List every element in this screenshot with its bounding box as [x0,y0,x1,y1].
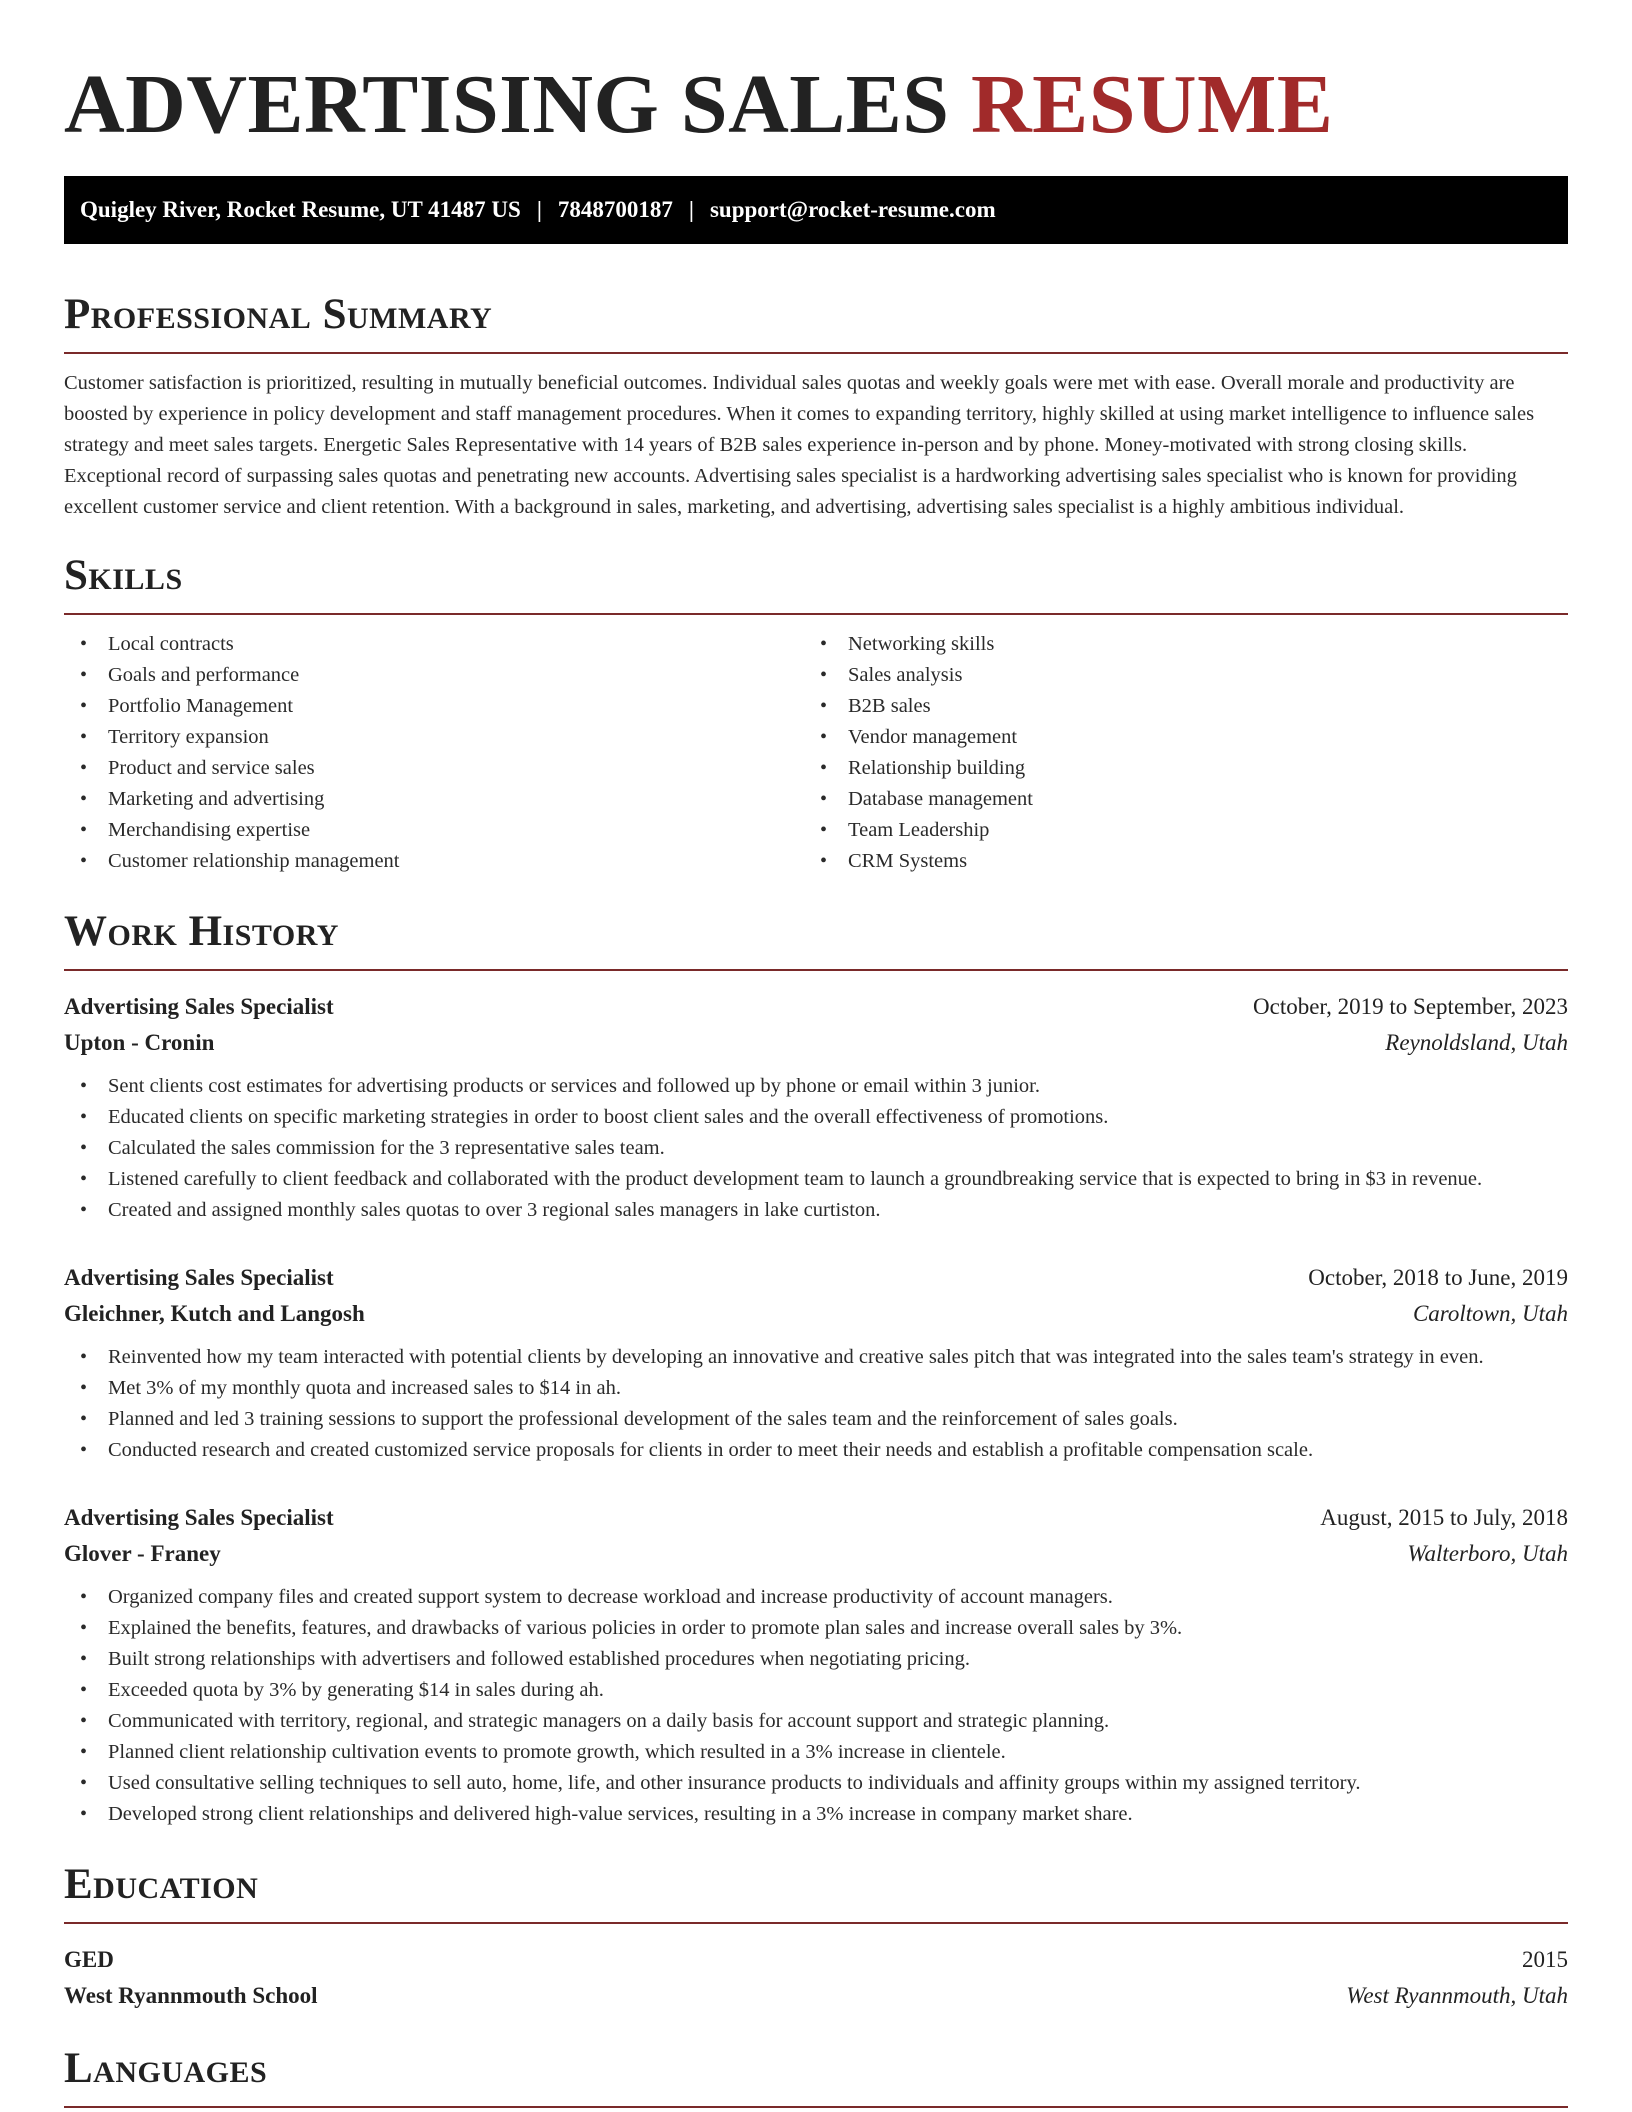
skill-item: • Merchandising expertise [64,815,804,846]
skills-grid [64,629,1568,877]
skill-item: • Customer relationship management [64,846,804,877]
contact-separator: | [536,197,542,222]
skills-column-right [804,629,1544,877]
education-entry [64,1942,1568,2014]
job-company: Gleichner, Kutch and Langosh [64,1301,365,1326]
work-history-heading: Work History [64,903,1568,971]
job-header-row [64,989,1568,1025]
skill-item: • Sales analysis [804,660,1544,691]
job-bullet: • Developed strong client relationships and delivered high-value services, resulting in a 3% increase in company market share. [64,1799,1568,1830]
education-degree-row [64,1942,1568,1978]
job-bullet: • Educated clients on specific marketing strategies in order to boost client sales and the overall effectiveness of promotions. [64,1102,1568,1133]
title-accent: RESUME [971,58,1334,151]
skills-section [64,547,1568,877]
contact-separator: | [688,197,694,222]
contact-email: support@rocket-resume.com [709,197,996,222]
summary-text: Customer satisfaction is prioritized, resulting in mutually beneficial outcomes. Individual sales quotas and weekly goals were met with ease. Overall morale and productivity are boosted by experience in policy development and staff management procedures. When it comes to expanding territory, highly skilled at using market intelligence to influence sales strategy and meet sales targets. Energetic Sales Representative with 14 years of B2B sales experience in-person and by phone. Money-motivated with strong closing skills. Exceptional record of surpassing sales quotas and penetrating new accounts. Advertising sales specialist is a hardworking advertising sales specialist who is known for providing excellent customer service and client retention. With a background in sales, marketing, and advertising, advertising sales specialist is a highly ambitious individual. [64,372,1535,518]
summary-heading: Professional Summary [64,286,1568,354]
work-history-section [64,903,1568,1830]
contact-phone: 7848700187 [557,197,673,222]
title-main: ADVERTISING SALES [64,58,971,151]
job-bullet: • Planned client relationship cultivation events to promote growth, which resulted in a 3% increase in clientele. [64,1737,1568,1768]
job-bullet: • Exceeded quota by 3% by generating $14 in sales during ah. [64,1675,1568,1706]
job-bullets [64,1342,1568,1466]
skill-item: • Goals and performance [64,660,804,691]
job-entry [64,989,1568,1226]
resume-content [64,0,1568,2108]
skill-item: • Relationship building [804,753,1544,784]
skill-item: • Product and service sales [64,753,804,784]
skill-item: • Team Leadership [804,815,1544,846]
skill-item: • Networking skills [804,629,1544,660]
job-entry [64,1500,1568,1830]
job-bullet: • Used consultative selling techniques to sell auto, home, life, and other insurance products to individuals and affinity groups within my assigned territory. [64,1768,1568,1799]
job-bullets [64,1582,1568,1830]
job-bullet: • Conducted research and created customized service proposals for clients in order to meet their needs and establish a profitable compensation scale. [64,1435,1568,1466]
job-location: Walterboro, Utah [1407,1541,1568,1566]
job-bullet: • Built strong relationships with advertisers and followed established procedures when negotiating pricing. [64,1644,1568,1675]
skill-item: • Vendor management [804,722,1544,753]
job-company-row [64,1296,1568,1332]
job-bullet: • Reinvented how my team interacted with potential clients by developing an innovative and creative sales pitch that was integrated into the sales team's strategy in even. [64,1342,1568,1373]
job-title: Advertising Sales Specialist [64,1505,334,1530]
skill-item: • Territory expansion [64,722,804,753]
skill-item: • Local contracts [64,629,804,660]
skill-item: • Marketing and advertising [64,784,804,815]
job-title: Advertising Sales Specialist [64,1265,334,1290]
job-location: Reynoldsland, Utah [1385,1030,1568,1055]
job-bullet: • Planned and led 3 training sessions to support the professional development of the sales team and the reinforcement of sales goals. [64,1404,1568,1435]
job-dates: August, 2015 to July, 2018 [1320,1505,1568,1530]
skill-item: • Database management [804,784,1544,815]
education-school-row [64,1978,1568,2014]
job-bullet: • Listened carefully to client feedback and collaborated with the product development team to launch a groundbreaking service that is expected to bring in $3 in revenue. [64,1164,1568,1195]
job-company-row [64,1536,1568,1572]
job-entry [64,1260,1568,1466]
skills-column-left [64,629,804,877]
job-header-row [64,1260,1568,1296]
job-company: Upton - Cronin [64,1030,215,1055]
job-bullet: • Created and assigned monthly sales quotas to over 3 regional sales managers in lake curtiston. [64,1195,1568,1226]
education-degree: GED [64,1947,114,1972]
education-section [64,1856,1568,2014]
job-bullet: • Explained the benefits, features, and drawbacks of various policies in order to promote plan sales and increase overall sales by 3%. [64,1613,1568,1644]
job-bullet: • Communicated with territory, regional, and strategic managers on a daily basis for account support and strategic planning. [64,1706,1568,1737]
job-dates: October, 2019 to September, 2023 [1253,994,1568,1019]
job-company: Glover - Franey [64,1541,221,1566]
job-dates: October, 2018 to June, 2019 [1308,1265,1568,1290]
languages-section [64,2040,1568,2108]
skill-item: • Portfolio Management [64,691,804,722]
job-bullet: • Met 3% of my monthly quota and increased sales to $14 in ah. [64,1373,1568,1404]
contact-address: Quigley River, Rocket Resume, UT 41487 US [80,197,521,222]
summary-section [64,286,1568,523]
contact-bar [64,176,1568,244]
job-header-row [64,1500,1568,1536]
skills-heading: Skills [64,547,1568,615]
education-heading: Education [64,1856,1568,1924]
skill-item: • B2B sales [804,691,1544,722]
education-year: 2015 [1522,1947,1568,1972]
job-title: Advertising Sales Specialist [64,994,334,1019]
job-bullet: • Sent clients cost estimates for advertising products or services and followed up by phone or email within 3 junior. [64,1071,1568,1102]
education-location: West Ryannmouth, Utah [1346,1983,1568,2008]
job-bullet: • Calculated the sales commission for the 3 representative sales team. [64,1133,1568,1164]
languages-heading: Languages [64,2040,1568,2108]
job-location: Caroltown, Utah [1412,1301,1568,1326]
job-bullet: • Organized company files and created support system to decrease workload and increase productivity of account managers. [64,1582,1568,1613]
job-bullets [64,1071,1568,1226]
job-company-row [64,1025,1568,1061]
skill-item: • CRM Systems [804,846,1544,877]
resume-title [64,0,1568,156]
education-school: West Ryannmouth School [64,1983,318,2008]
